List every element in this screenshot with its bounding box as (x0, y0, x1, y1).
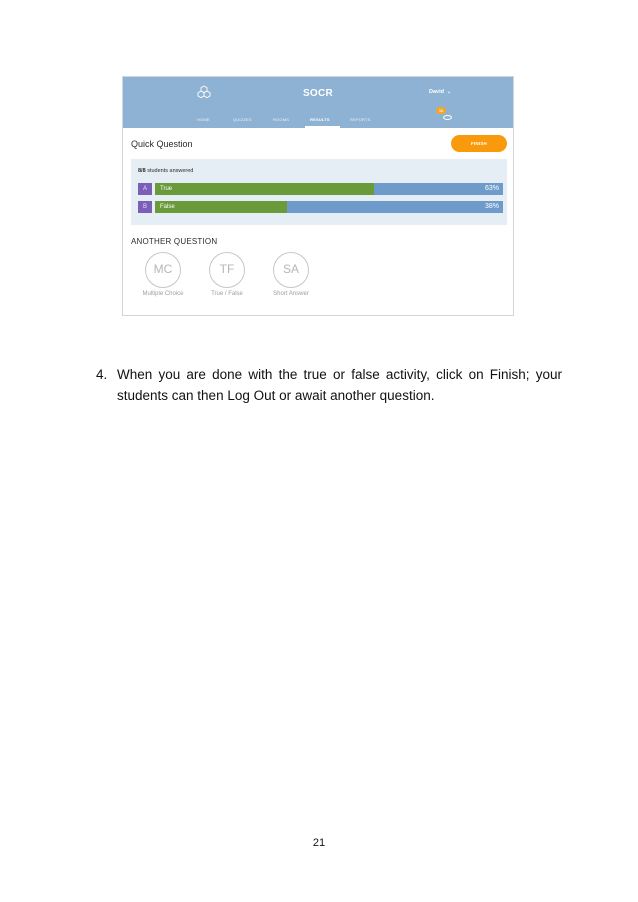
socrative-screenshot (122, 76, 514, 316)
answer-bar (155, 201, 503, 213)
chevron-down-icon: ⌄ (446, 89, 452, 95)
question-type-circle: TF (209, 252, 245, 288)
question-type-tf[interactable] (197, 252, 257, 297)
page-number: 21 (312, 837, 326, 849)
tab-quizzes[interactable]: QUIZZES (233, 117, 252, 122)
question-type-circle: SA (273, 252, 309, 288)
answer-bar (155, 183, 503, 195)
question-type-label: True / False (211, 291, 243, 297)
question-type-circle: MC (145, 252, 181, 288)
answer-percent: 63% (484, 185, 499, 192)
top-bar (123, 77, 513, 128)
user-name: David (429, 89, 444, 95)
step-text: When you are done with the true or false activity, click on Finish; your students can then Log Out or await another question. (117, 367, 562, 403)
question-type-label: Multiple Choice (142, 291, 184, 297)
finish-button[interactable]: FINISH (451, 135, 507, 152)
notification-badge: 11 (436, 107, 446, 114)
step-number: 4. (96, 367, 108, 382)
instruction-step (96, 364, 562, 406)
answer-row (138, 183, 503, 195)
answer-bar-fill (155, 183, 374, 195)
results-panel (131, 159, 507, 225)
answered-count: 8/8 (138, 168, 146, 174)
brand-title: SOCR (302, 88, 334, 99)
answer-percent: 38% (484, 203, 499, 210)
tab-reports[interactable]: REPORTS (350, 117, 371, 122)
question-type-mc[interactable] (133, 252, 193, 297)
quiz-title: Quick Question (131, 139, 193, 149)
tab-home[interactable]: HOME (197, 117, 210, 122)
answered-summary (138, 168, 193, 174)
tab-results[interactable]: RESULTS (310, 117, 330, 122)
question-type-label: Short Answer (273, 291, 309, 297)
answered-text: students answered (147, 168, 194, 174)
answer-row (138, 201, 503, 213)
tab-rooms[interactable]: ROOMS (273, 117, 290, 122)
answer-label: True (160, 186, 173, 192)
question-type-sa[interactable] (261, 252, 321, 297)
another-question-heading: ANOTHER QUESTION (131, 237, 218, 246)
user-menu[interactable] (429, 89, 451, 95)
answer-letter: B (138, 201, 152, 213)
answer-letter: A (138, 183, 152, 195)
active-tab-indicator (305, 126, 340, 128)
answer-label: False (160, 204, 175, 210)
